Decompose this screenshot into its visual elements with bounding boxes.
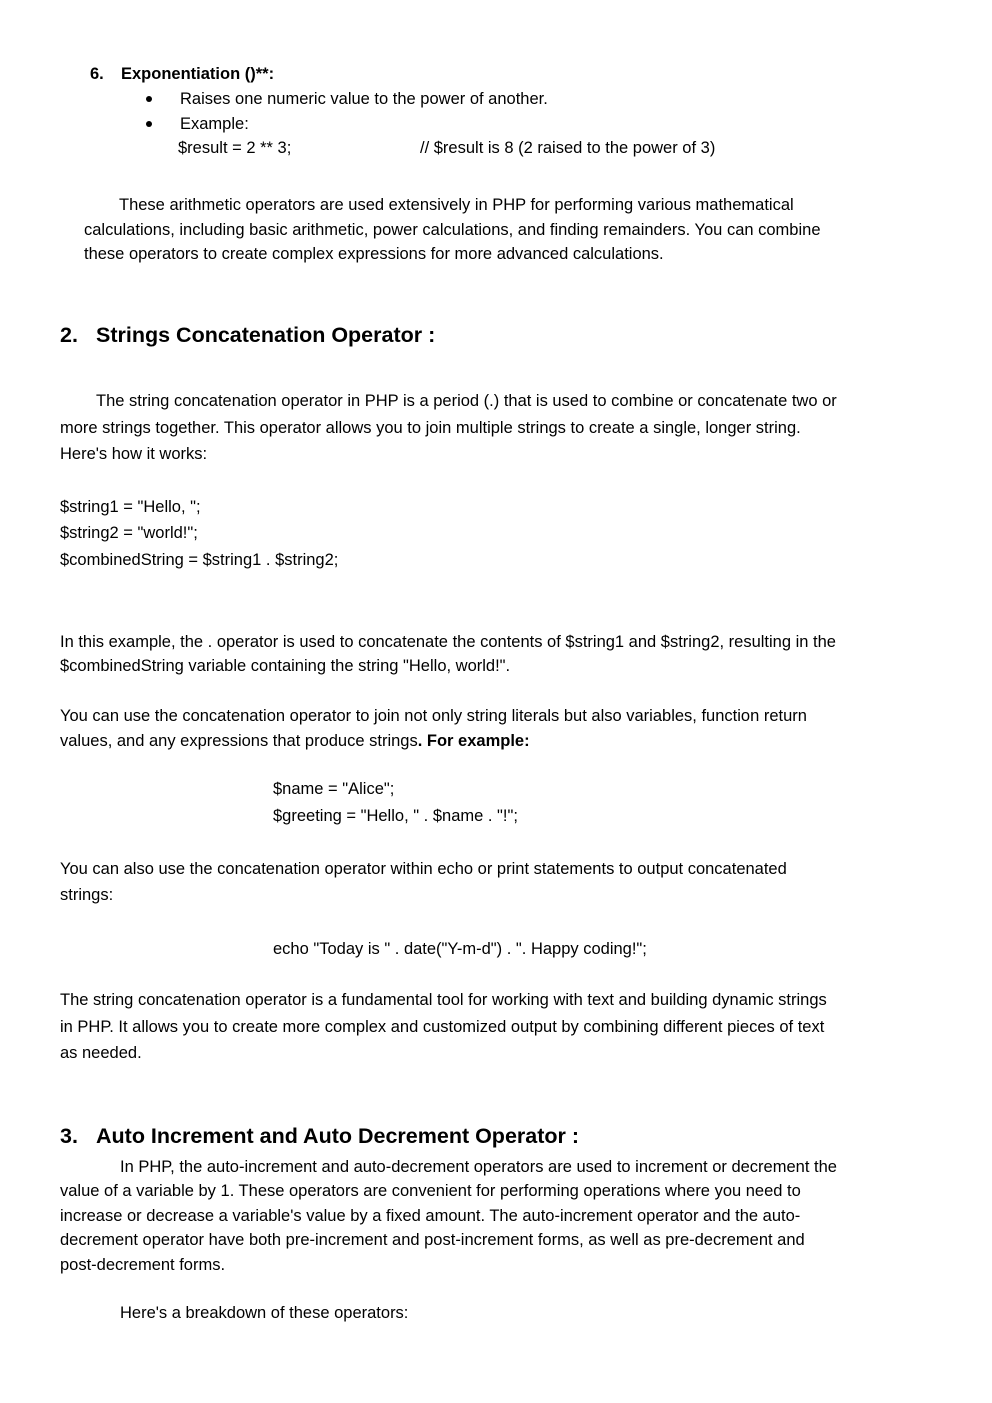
bullet-icon	[146, 121, 152, 127]
paragraph-line: value of a variable by 1. These operators are convenient for performing operations where you need to	[60, 1182, 801, 1200]
paragraph-line: The string concatenation operator in PHP is a period (.) that is used to combine or concatenate two or	[96, 392, 837, 410]
paragraph-line	[60, 729, 530, 753]
code-line: echo "Today is " . date("Y-m-d") . ". Happy coding!";	[273, 940, 647, 958]
code-line: $string2 = "world!";	[60, 524, 198, 542]
code-line: $combinedString = $string1 . $string2;	[60, 551, 339, 569]
paragraph-line: These arithmetic operators are used extensively in PHP for performing various mathematical	[119, 196, 794, 214]
subheading-exponentiation: Exponentiation ()**:	[121, 65, 275, 83]
paragraph-line: The string concatenation operator is a fundamental tool for working with text and building dynamic strings	[60, 991, 827, 1009]
code-line: $string1 = "Hello, ";	[60, 498, 201, 516]
paragraph-line: You can use the concatenation operator to join not only string literals but also variables, function return	[60, 707, 807, 725]
paragraph-line: In PHP, the auto-increment and auto-decrement operators are used to increment or decrement the	[120, 1158, 837, 1176]
list-number: 6.	[90, 65, 104, 83]
paragraph-line: $combinedString variable containing the string "Hello, world!".	[60, 657, 511, 675]
section-number: 3.	[60, 1124, 78, 1148]
paragraph-line: as needed.	[60, 1044, 142, 1062]
paragraph-line: You can also use the concatenation operator within echo or print statements to output concatenated	[60, 860, 787, 878]
bullet-text: Raises one numeric value to the power of another.	[180, 90, 548, 108]
paragraph-line: these operators to create complex expressions for more advanced calculations.	[84, 245, 664, 263]
paragraph-line: strings:	[60, 886, 114, 904]
section-heading: Strings Concatenation Operator :	[96, 323, 436, 347]
section-number: 2.	[60, 323, 78, 347]
paragraph-line: post-decrement forms.	[60, 1256, 226, 1274]
paragraph-line: Here's how it works:	[60, 445, 208, 463]
paragraph-line: in PHP. It allows you to create more complex and customized output by combining different pieces of text	[60, 1018, 825, 1036]
paragraph-line: increase or decrease a variable's value by a fixed amount. The auto-increment operator and the auto-	[60, 1207, 801, 1225]
section-heading: Auto Increment and Auto Decrement Operator :	[96, 1124, 580, 1148]
code-line: $result = 2 ** 3;	[178, 139, 292, 157]
code-comment: // $result is 8 (2 raised to the power of 3)	[420, 139, 716, 157]
paragraph-line: In this example, the . operator is used to concatenate the contents of $string1 and $string2, resulting in the	[60, 633, 836, 651]
code-line: $greeting = "Hello, " . $name . "!";	[273, 807, 518, 825]
code-line: $name = "Alice";	[273, 780, 395, 798]
bullet-icon	[146, 96, 152, 102]
paragraph-line: calculations, including basic arithmetic, power calculations, and finding remainders. You can combine	[84, 221, 821, 239]
paragraph-line: more strings together. This operator allows you to join multiple strings to create a single, longer string.	[60, 419, 801, 437]
usage-text: values, and any expressions that produce strings	[60, 732, 418, 750]
paragraph-line: decrement operator have both pre-increment and post-increment forms, as well as pre-decrement and	[60, 1231, 805, 1249]
bullet-text: Example:	[180, 115, 249, 133]
paragraph-line: Here's a breakdown of these operators:	[120, 1304, 409, 1322]
for-example-label: . For example:	[417, 732, 530, 750]
